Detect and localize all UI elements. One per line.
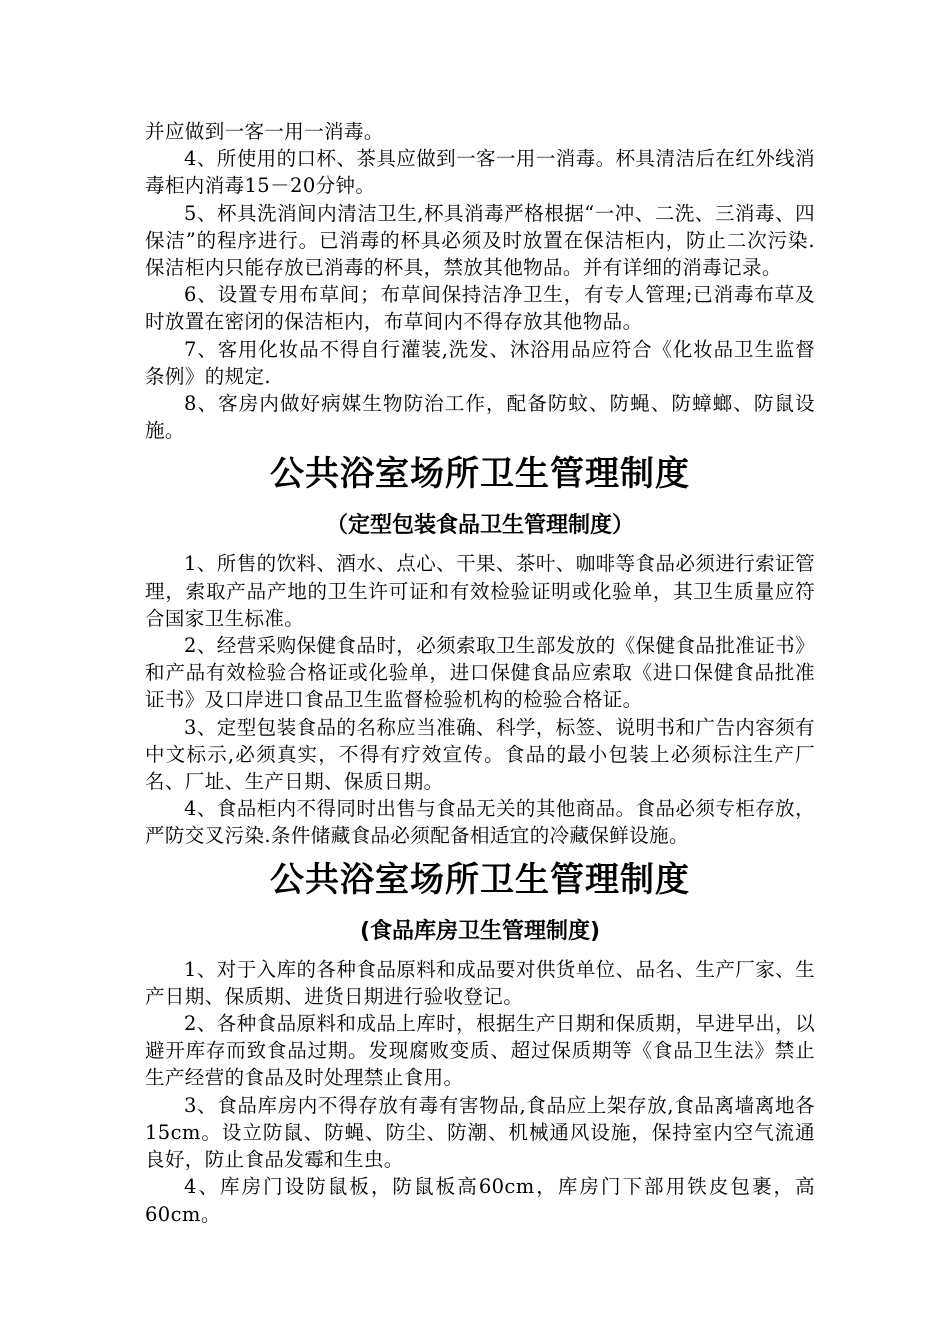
paragraph-item-6: 6、设置专用布草间；布草间保持洁净卫生，有专人管理;已消毒布草及时放置在密闭的保洁柜内，布草间内不得存放其他物品。: [145, 283, 815, 334]
paragraph-item-8: 8、客房内做好病媒生物防治工作，配备防蚊、防蝇、防蟑螂、防鼠设施。: [145, 392, 815, 443]
section-subtitle-food-storage: (食品库房卫生管理制度): [359, 918, 601, 944]
paragraph-item-4: 4、食品柜内不得同时出售与食品无关的其他商品。食品必须专柜存放，严防交叉污染.条件储藏食品必须配备相适宜的冷藏保鲜设施。: [145, 797, 815, 848]
paragraph-item-2: 2、经营采购保健食品时，必须索取卫生部发放的《保健食品批准证书》和产品有效检验合格证或化验单，进口保健食品应索取《进口保健食品批准证书》及口岸进口食品卫生监督检验机构的检验合格证。: [145, 634, 815, 712]
paragraph-item-7: 7、客用化妆品不得自行灌装,洗发、沐浴用品应符合《化妆品卫生监督条例》的规定.: [145, 337, 815, 388]
paragraph-item-5: 5、杯具洗消间内清洁卫生,杯具消毒严格根据“一冲、二洗、三消毒、四保洁”的程序进行。已消毒的杯具必须及时放置在保洁柜内，防止二次污染.保洁柜内只能存放已消毒的杯具，禁放其他物品。并有详细的消毒记录。: [145, 201, 815, 280]
paragraph-continuation: 并应做到一客一用一消毒。: [145, 120, 384, 143]
section-subtitle-packaged-food: （定型包装食品卫生管理制度）: [325, 513, 634, 539]
paragraph-item-2: 2、各种食品原料和成品上库时，根据生产日期和保质期，早进早出，以避开库存而致食品过期。发现腐败变质、超过保质期等《食品卫生法》禁止生产经营的食品及时处理禁止食用。: [145, 1012, 815, 1090]
document-page: [145, 118, 815, 1228]
paragraph-item-3: 3、定型包装食品的名称应当准确、科学，标签、说明书和广告内容须有中文标示,必须真实，不得有疗效宣传。食品的最小包装上必须标注生产厂名、厂址、生产日期、保质日期。: [145, 715, 815, 794]
paragraph-item-4: 4、库房门设防鼠板，防鼠板高60cm，库房门下部用铁皮包裹，高60cm。: [145, 1175, 815, 1226]
section-title-food-storage: 公共浴室场所卫生管理制度: [270, 859, 690, 900]
paragraph-item-3: 3、食品库房内不得存放有毒有害物品,食品应上架存放,食品离墙离地各15cm。设立防鼠、防蝇、防尘、防潮、机械通风设施，保持室内空气流通良好，防止食品发霉和生虫。: [145, 1093, 815, 1172]
paragraph-item-4: 4、所使用的口杯、茶具应做到一客一用一消毒。杯具清洁后在红外线消毒柜内消毒15－20分钟。: [145, 147, 815, 198]
section-title-packaged-food: 公共浴室场所卫生管理制度: [270, 454, 690, 495]
paragraph-item-1: 1、所售的饮料、酒水、点心、干果、茶叶、咖啡等食品必须进行索证管理，索取产品产地的卫生许可证和有效检验证明或化验单，其卫生质量应符合国家卫生标准。: [145, 552, 815, 630]
paragraph-item-1: 1、对于入库的各种食品原料和成品要对供货单位、品名、生产厂家、生产日期、保质期、进货日期进行验收登记。: [145, 957, 815, 1008]
